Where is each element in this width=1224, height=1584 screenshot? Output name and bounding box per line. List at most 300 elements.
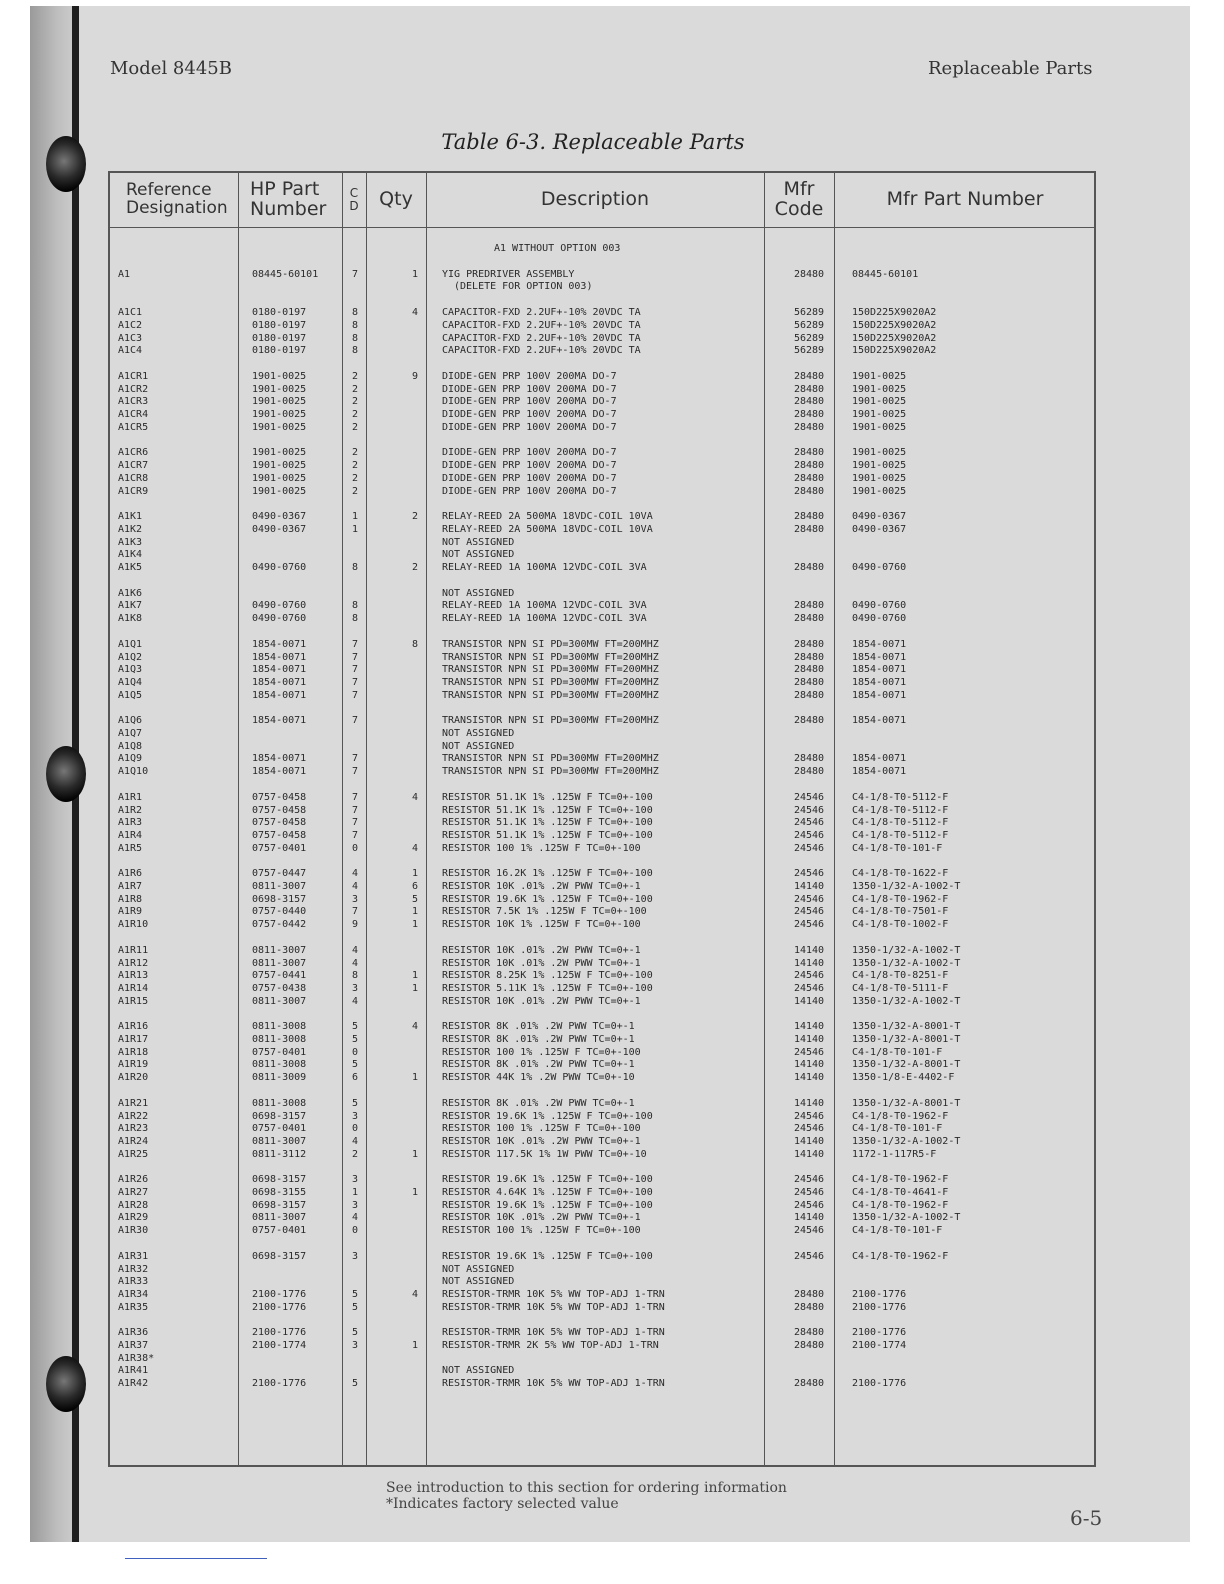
table-row xyxy=(110,983,1094,995)
table-row xyxy=(110,958,1094,970)
table-row xyxy=(110,600,1094,612)
table-row xyxy=(110,970,1094,982)
cell-qty: 4 xyxy=(411,1021,418,1033)
cell-check-digit: 2 xyxy=(352,472,359,484)
cell-hp-part-number: 1901-0025 xyxy=(252,485,307,497)
cell-mfr-code: 28480 xyxy=(793,370,825,382)
cell-mfr-code: 28480 xyxy=(793,651,825,663)
cell-mfr-part-number: C4-1/8-T0-1962-F xyxy=(852,893,949,905)
cell-check-digit: 8 xyxy=(352,332,359,344)
table-row xyxy=(110,817,1094,829)
cell-mfr-part-number: 0490-0760 xyxy=(852,600,907,612)
cell-check-digit: 1 xyxy=(352,1187,359,1198)
cell-reference-designation: A1R13 xyxy=(118,970,149,982)
table-row xyxy=(110,690,1094,702)
table-row xyxy=(110,460,1094,472)
cell-reference-designation: A1R7 xyxy=(118,881,143,892)
table-row xyxy=(110,1034,1094,1046)
cell-hp-part-number: 0757-0447 xyxy=(252,868,307,880)
cell-hp-part-number: 0757-0401 xyxy=(252,1046,307,1058)
cell-mfr-code: 24546 xyxy=(793,906,825,918)
cell-reference-designation: A1R35 xyxy=(118,1301,149,1313)
cell-check-digit: 8 xyxy=(352,970,359,982)
manual-page xyxy=(30,6,1190,1542)
cell-reference-designation: A1K8 xyxy=(118,613,143,625)
table-row xyxy=(110,1047,1094,1059)
cell-reference-designation: A1R18 xyxy=(118,1046,149,1058)
cell-reference-designation: A1R37 xyxy=(118,1340,149,1351)
cell-check-digit: 2 xyxy=(352,485,359,497)
cell-mfr-part-number: 0490-0367 xyxy=(852,511,907,523)
table-row xyxy=(110,677,1094,689)
cell-mfr-part-number: 1172-1-117R5-F xyxy=(852,1148,937,1160)
binder-ring-hole-middle xyxy=(46,746,86,802)
cell-description: RESISTOR 8K .01% .2W PWW TC=0+-1 xyxy=(442,1021,635,1033)
cell-reference-designation: A1R38* xyxy=(118,1352,155,1364)
cell-mfr-part-number: 1350-1/32-A-8001-T xyxy=(852,1021,961,1033)
cell-check-digit: 7 xyxy=(352,766,359,778)
cell-mfr-part-number: C4-1/8-T0-101-F xyxy=(852,1046,943,1058)
cell-mfr-part-number: 2100-1776 xyxy=(852,1301,907,1313)
cell-mfr-part-number: C4-1/8-T0-1962-F xyxy=(852,1174,949,1186)
cell-mfr-code: 24546 xyxy=(793,1199,825,1211)
cell-description: DIODE-GEN PRP 100V 200MA DO-7 xyxy=(442,447,617,459)
cell-check-digit: 7 xyxy=(352,817,359,829)
cell-mfr-code: 28480 xyxy=(793,268,825,280)
cell-hp-part-number: 0757-0458 xyxy=(252,791,307,803)
cell-mfr-part-number: C4-1/8-T0-1002-F xyxy=(852,919,949,931)
cell-description: RESISTOR 19.6K 1% .125W F TC=0+-100 xyxy=(442,1199,653,1211)
ordering-note: See introduction to this section for ordering information xyxy=(386,1480,787,1496)
cell-mfr-part-number: 0490-0760 xyxy=(852,613,907,625)
cell-qty: 1 xyxy=(411,906,418,918)
cell-hp-part-number: 0811-3007 xyxy=(252,1135,307,1147)
cell-reference-designation: A1Q3 xyxy=(118,664,143,676)
cell-reference-designation: A1Q2 xyxy=(118,651,143,663)
cell-description: YIG PREDRIVER ASSEMBLY xyxy=(442,268,575,280)
cell-mfr-part-number: 1854-0071 xyxy=(852,638,907,650)
cell-mfr-part-number: 1350-1/32-A-1002-T xyxy=(852,881,961,892)
cell-reference-designation: A1R12 xyxy=(118,957,149,969)
cell-mfr-code: 28480 xyxy=(793,638,825,650)
cell-check-digit: 7 xyxy=(352,651,359,663)
cell-mfr-code: 14140 xyxy=(793,1212,825,1224)
cell-check-digit: 1 xyxy=(352,511,359,523)
cell-mfr-code: 28480 xyxy=(793,562,825,573)
cell-mfr-part-number: 0490-0367 xyxy=(852,523,907,535)
cell-hp-part-number: 1901-0025 xyxy=(252,370,307,382)
cell-hp-part-number: 0180-0197 xyxy=(252,307,307,319)
cell-description: RESISTOR-TRMR 10K 5% WW TOP-ADJ 1-TRN xyxy=(442,1378,665,1390)
cell-check-digit: 4 xyxy=(352,944,359,956)
cell-check-digit: 5 xyxy=(352,1059,359,1071)
cell-description: NOT ASSIGNED xyxy=(442,1263,515,1275)
cell-mfr-part-number: 1350-1/8-E-4402-F xyxy=(852,1072,955,1084)
cell-reference-designation: A1K4 xyxy=(118,549,143,561)
table-row xyxy=(110,996,1094,1008)
table-row xyxy=(110,1174,1094,1186)
cell-check-digit: 2 xyxy=(352,383,359,395)
cell-mfr-code: 28480 xyxy=(793,689,825,701)
table-row xyxy=(110,537,1094,549)
cell-hp-part-number: 1901-0025 xyxy=(252,409,307,420)
cell-qty: 9 xyxy=(411,370,418,382)
cell-description: RESISTOR 5.11K 1% .125W F TC=0+-100 xyxy=(442,982,653,994)
cell-description: (DELETE FOR OPTION 003) xyxy=(454,281,593,293)
cell-mfr-code: 28480 xyxy=(793,421,825,433)
cell-reference-designation: A1C3 xyxy=(118,332,143,344)
cell-mfr-code: 28480 xyxy=(793,766,825,778)
cell-reference-designation: A1Q10 xyxy=(118,766,149,778)
cell-mfr-code: 28480 xyxy=(793,447,825,459)
cell-hp-part-number: 1854-0071 xyxy=(252,689,307,701)
cell-reference-designation: A1R23 xyxy=(118,1123,149,1135)
cell-check-digit: 5 xyxy=(352,1288,359,1300)
cell-mfr-part-number: C4-1/8-T0-7501-F xyxy=(852,906,949,918)
column-header-qty: Qty xyxy=(379,188,413,211)
cell-hp-part-number: 08445-60101 xyxy=(252,268,319,280)
cell-mfr-code: 56289 xyxy=(793,319,825,331)
table-row xyxy=(110,549,1094,561)
cell-qty: 6 xyxy=(411,881,418,892)
cell-mfr-code: 24546 xyxy=(793,817,825,829)
cell-description: RELAY-REED 1A 100MA 12VDC-COIL 3VA xyxy=(442,613,647,625)
cell-mfr-code: 24546 xyxy=(793,982,825,994)
cell-mfr-part-number: 1854-0071 xyxy=(852,676,907,688)
column-header-hp-part-number: HP Part Number xyxy=(250,178,327,220)
cell-hp-part-number: 0698-3157 xyxy=(252,1250,307,1262)
cell-mfr-part-number: 1854-0071 xyxy=(852,753,907,765)
cell-mfr-code: 28480 xyxy=(793,1340,825,1351)
binder-ring-hole-bottom xyxy=(46,1356,86,1412)
cell-hp-part-number: 0811-3008 xyxy=(252,1059,307,1071)
cell-mfr-code: 24546 xyxy=(793,791,825,803)
cell-mfr-code: 28480 xyxy=(793,753,825,765)
cell-reference-designation: A1Q5 xyxy=(118,689,143,701)
header-divider xyxy=(110,227,1094,228)
cell-mfr-part-number: 1350-1/32-A-1002-T xyxy=(852,1212,961,1224)
cell-mfr-code: 24546 xyxy=(793,1174,825,1186)
cell-qty: 4 xyxy=(411,1288,418,1300)
cell-mfr-part-number: 150D225X9020A2 xyxy=(852,307,937,319)
cell-description: RESISTOR 100 1% .125W F TC=0+-100 xyxy=(442,842,641,854)
cell-check-digit: 7 xyxy=(352,715,359,727)
cell-hp-part-number: 1854-0071 xyxy=(252,753,307,765)
cell-hp-part-number: 0757-0401 xyxy=(252,842,307,854)
cell-hp-part-number: 1854-0071 xyxy=(252,715,307,727)
cell-description: RESISTOR 19.6K 1% .125W F TC=0+-100 xyxy=(442,1110,653,1122)
cell-mfr-code: 28480 xyxy=(793,1327,825,1339)
cell-hp-part-number: 0698-3157 xyxy=(252,893,307,905)
cell-reference-designation: A1R5 xyxy=(118,842,143,854)
table-row xyxy=(110,333,1094,345)
cell-check-digit: 3 xyxy=(352,1110,359,1122)
cell-reference-designation: A1R8 xyxy=(118,893,143,905)
cell-reference-designation: A1Q4 xyxy=(118,676,143,688)
cell-reference-designation: A1R20 xyxy=(118,1072,149,1084)
cell-reference-designation: A1R32 xyxy=(118,1263,149,1275)
table-row xyxy=(110,1302,1094,1314)
cell-qty: 1 xyxy=(411,268,418,280)
cell-description: DIODE-GEN PRP 100V 200MA DO-7 xyxy=(442,421,617,433)
cell-description: CAPACITOR-FXD 2.2UF+-10% 20VDC TA xyxy=(442,332,641,344)
cell-mfr-code: 28480 xyxy=(793,396,825,408)
cell-description: NOT ASSIGNED xyxy=(442,740,515,752)
cell-reference-designation: A1R29 xyxy=(118,1212,149,1224)
cell-check-digit: 0 xyxy=(352,1123,359,1135)
cell-check-digit: 7 xyxy=(352,268,359,280)
cell-description: RESISTOR 10K .01% .2W PWW TC=0+-1 xyxy=(442,881,641,892)
cell-mfr-code: 28480 xyxy=(793,460,825,472)
cell-description: RESISTOR-TRMR 2K 5% WW TOP-ADJ 1-TRN xyxy=(442,1340,659,1351)
cell-reference-designation: A1Q9 xyxy=(118,753,143,765)
table-row xyxy=(110,906,1094,918)
cell-mfr-code: 56289 xyxy=(793,307,825,319)
cell-mfr-code: 24546 xyxy=(793,868,825,880)
table-row xyxy=(110,1123,1094,1135)
table-row xyxy=(110,919,1094,931)
cell-reference-designation: A1R1 xyxy=(118,791,143,803)
cell-hp-part-number: 0490-0760 xyxy=(252,613,307,625)
cell-description: RESISTOR 8K .01% .2W PWW TC=0+-1 xyxy=(442,1059,635,1071)
cell-check-digit: 2 xyxy=(352,396,359,408)
cell-reference-designation: A1R36 xyxy=(118,1327,149,1339)
cell-mfr-part-number: 1350-1/32-A-8001-T xyxy=(852,1097,961,1109)
cell-reference-designation: A1K7 xyxy=(118,600,143,612)
cell-qty: 1 xyxy=(411,919,418,931)
cell-check-digit: 7 xyxy=(352,829,359,841)
cell-mfr-part-number: 1350-1/32-A-8001-T xyxy=(852,1059,961,1071)
cell-mfr-code: 28480 xyxy=(793,715,825,727)
cell-hp-part-number: 1854-0071 xyxy=(252,676,307,688)
cell-mfr-code: 28480 xyxy=(793,523,825,535)
table-row xyxy=(110,409,1094,421)
cell-mfr-part-number: 1901-0025 xyxy=(852,421,907,433)
cell-reference-designation: A1R6 xyxy=(118,868,143,880)
cell-description: RESISTOR-TRMR 10K 5% WW TOP-ADJ 1-TRN xyxy=(442,1288,665,1300)
table-row xyxy=(110,1021,1094,1033)
cell-check-digit: 4 xyxy=(352,1212,359,1224)
cell-reference-designation: A1R21 xyxy=(118,1097,149,1109)
cell-mfr-code: 28480 xyxy=(793,472,825,484)
cell-hp-part-number: 2100-1776 xyxy=(252,1288,307,1300)
cell-mfr-part-number: 1854-0071 xyxy=(852,689,907,701)
table-row xyxy=(110,728,1094,740)
table-row xyxy=(110,753,1094,765)
cell-reference-designation: A1R27 xyxy=(118,1187,149,1198)
cell-description: RESISTOR 100 1% .125W F TC=0+-100 xyxy=(442,1046,641,1058)
cell-description: RESISTOR 10K .01% .2W PWW TC=0+-1 xyxy=(442,1212,641,1224)
cell-check-digit: 8 xyxy=(352,345,359,357)
cell-reference-designation: A1CR9 xyxy=(118,485,149,497)
cell-check-digit: 4 xyxy=(352,1135,359,1147)
cell-check-digit: 8 xyxy=(352,562,359,573)
table-row xyxy=(110,664,1094,676)
cell-hp-part-number: 0490-0367 xyxy=(252,523,307,535)
cell-mfr-part-number: 1350-1/32-A-1002-T xyxy=(852,944,961,956)
cell-check-digit: 5 xyxy=(352,1378,359,1390)
cell-mfr-code: 28480 xyxy=(793,613,825,625)
cell-mfr-part-number: 1901-0025 xyxy=(852,396,907,408)
cell-reference-designation: A1R11 xyxy=(118,944,149,956)
cell-mfr-code: 24546 xyxy=(793,842,825,854)
cell-mfr-part-number: 1901-0025 xyxy=(852,409,907,420)
cell-hp-part-number: 0757-0458 xyxy=(252,804,307,816)
cell-mfr-code: 28480 xyxy=(793,1301,825,1313)
cell-mfr-code: 24546 xyxy=(793,893,825,905)
table-row xyxy=(110,766,1094,778)
cell-mfr-code: 56289 xyxy=(793,332,825,344)
cell-description: DIODE-GEN PRP 100V 200MA DO-7 xyxy=(442,485,617,497)
cell-hp-part-number: 0490-0760 xyxy=(252,600,307,612)
cell-hp-part-number: 0811-3007 xyxy=(252,957,307,969)
cell-mfr-part-number: 1854-0071 xyxy=(852,766,907,778)
cell-mfr-code: 28480 xyxy=(793,1378,825,1390)
cell-check-digit: 4 xyxy=(352,995,359,1007)
cell-hp-part-number: 0757-0442 xyxy=(252,919,307,931)
cell-mfr-code: 14140 xyxy=(793,1135,825,1147)
cell-reference-designation: A1R2 xyxy=(118,804,143,816)
cell-check-digit: 2 xyxy=(352,370,359,382)
cell-mfr-code: 24546 xyxy=(793,919,825,931)
cell-description: NOT ASSIGNED xyxy=(442,587,515,599)
table-row xyxy=(110,243,1094,255)
cell-description: RESISTOR 10K 1% .125W F TC=0+-100 xyxy=(442,919,641,931)
cell-hp-part-number: 0811-3112 xyxy=(252,1148,307,1160)
table-row xyxy=(110,945,1094,957)
table-row xyxy=(110,473,1094,485)
cell-check-digit: 5 xyxy=(352,1097,359,1109)
cell-description: RELAY-REED 2A 500MA 18VDC-COIL 10VA xyxy=(442,523,653,535)
cell-reference-designation: A1R30 xyxy=(118,1225,149,1237)
table-row xyxy=(110,396,1094,408)
cell-qty: 2 xyxy=(411,562,418,573)
cell-reference-designation: A1R16 xyxy=(118,1021,149,1033)
cell-mfr-part-number: C4-1/8-T0-5112-F xyxy=(852,817,949,829)
table-row xyxy=(110,715,1094,727)
cell-mfr-part-number: 1350-1/32-A-1002-T xyxy=(852,995,961,1007)
cell-check-digit: 3 xyxy=(352,1174,359,1186)
cell-mfr-code: 28480 xyxy=(793,664,825,676)
cell-reference-designation: A1 xyxy=(118,268,131,280)
cell-mfr-part-number: 150D225X9020A2 xyxy=(852,319,937,331)
cell-mfr-part-number: C4-1/8-T0-101-F xyxy=(852,842,943,854)
cell-reference-designation: A1R28 xyxy=(118,1199,149,1211)
cell-description: TRANSISTOR NPN SI PD=300MW FT=200MHZ xyxy=(442,676,659,688)
cell-mfr-code: 24546 xyxy=(793,804,825,816)
cell-reference-designation: A1CR2 xyxy=(118,383,149,395)
table-row xyxy=(110,1365,1094,1377)
cell-description: RESISTOR 19.6K 1% .125W F TC=0+-100 xyxy=(442,893,653,905)
cell-check-digit: 7 xyxy=(352,689,359,701)
cell-description: RESISTOR 10K .01% .2W PWW TC=0+-1 xyxy=(442,1135,641,1147)
cell-qty: 4 xyxy=(411,791,418,803)
cell-description: DIODE-GEN PRP 100V 200MA DO-7 xyxy=(442,396,617,408)
cell-reference-designation: A1R33 xyxy=(118,1276,149,1288)
table-row xyxy=(110,1187,1094,1199)
cell-mfr-code: 28480 xyxy=(793,600,825,612)
cell-mfr-part-number: 2100-1774 xyxy=(852,1340,907,1351)
cell-mfr-part-number: 1901-0025 xyxy=(852,472,907,484)
cell-hp-part-number: 1854-0071 xyxy=(252,638,307,650)
cell-hp-part-number: 0811-3007 xyxy=(252,1212,307,1224)
table-row xyxy=(110,447,1094,459)
cell-mfr-code: 24546 xyxy=(793,1046,825,1058)
table-row xyxy=(110,652,1094,664)
cell-check-digit: 8 xyxy=(352,600,359,612)
table-row xyxy=(110,1225,1094,1237)
cell-hp-part-number: 1854-0071 xyxy=(252,651,307,663)
cell-hp-part-number: 1901-0025 xyxy=(252,472,307,484)
table-row xyxy=(110,345,1094,357)
cell-description: RESISTOR 16.2K 1% .125W F TC=0+-100 xyxy=(442,868,653,880)
table-row xyxy=(110,1098,1094,1110)
cell-reference-designation: A1R3 xyxy=(118,817,143,829)
cell-reference-designation: A1K2 xyxy=(118,523,143,535)
cell-mfr-part-number: C4-1/8-T0-5111-F xyxy=(852,982,949,994)
cell-mfr-code: 28480 xyxy=(793,485,825,497)
cell-mfr-code: 24546 xyxy=(793,1250,825,1262)
cell-qty: 1 xyxy=(411,970,418,982)
column-header-mfr-part-number: Mfr Part Number xyxy=(886,188,1044,211)
cell-description: RELAY-REED 1A 100MA 12VDC-COIL 3VA xyxy=(442,600,647,612)
cell-mfr-code: 14140 xyxy=(793,1072,825,1084)
cell-mfr-part-number: 2100-1776 xyxy=(852,1327,907,1339)
cell-mfr-part-number: 1901-0025 xyxy=(852,460,907,472)
cell-reference-designation: A1R4 xyxy=(118,829,143,841)
cell-reference-designation: A1R9 xyxy=(118,906,143,918)
cell-mfr-code: 14140 xyxy=(793,944,825,956)
page-number: 6-5 xyxy=(1070,1506,1103,1530)
cell-description: NOT ASSIGNED xyxy=(442,1365,515,1377)
cell-hp-part-number: 0811-3008 xyxy=(252,1097,307,1109)
cell-hp-part-number: 0811-3007 xyxy=(252,995,307,1007)
cell-mfr-part-number: C4-1/8-T0-5112-F xyxy=(852,829,949,841)
cell-hp-part-number: 1901-0025 xyxy=(252,447,307,459)
cell-check-digit: 3 xyxy=(352,1340,359,1351)
cell-reference-designation: A1R19 xyxy=(118,1059,149,1071)
cell-hp-part-number: 0757-0401 xyxy=(252,1225,307,1237)
column-header-reference-designation: Reference Designation xyxy=(126,180,228,218)
cell-mfr-part-number: C4-1/8-T0-1622-F xyxy=(852,868,949,880)
cell-description: DIODE-GEN PRP 100V 200MA DO-7 xyxy=(442,472,617,484)
section-header: Replaceable Parts xyxy=(928,58,1093,79)
cell-reference-designation: A1CR3 xyxy=(118,396,149,408)
cell-description: RESISTOR 100 1% .125W F TC=0+-100 xyxy=(442,1123,641,1135)
cell-mfr-code: 28480 xyxy=(793,676,825,688)
cell-mfr-part-number: 1854-0071 xyxy=(852,715,907,727)
cell-description: RELAY-REED 1A 100MA 12VDC-COIL 3VA xyxy=(442,562,647,573)
cell-description: RESISTOR 51.1K 1% .125W F TC=0+-100 xyxy=(442,829,653,841)
cell-check-digit: 4 xyxy=(352,957,359,969)
cell-description: RESISTOR 4.64K 1% .125W F TC=0+-100 xyxy=(442,1187,653,1198)
cell-mfr-part-number: C4-1/8-T0-5112-F xyxy=(852,804,949,816)
cell-check-digit: 3 xyxy=(352,1199,359,1211)
table-row xyxy=(110,281,1094,293)
cell-hp-part-number: 1901-0025 xyxy=(252,460,307,472)
cell-check-digit: 7 xyxy=(352,804,359,816)
table-row xyxy=(110,1327,1094,1339)
cell-description: RESISTOR 8.25K 1% .125W F TC=0+-100 xyxy=(442,970,653,982)
cell-mfr-code: 24546 xyxy=(793,1225,825,1237)
table-row xyxy=(110,1136,1094,1148)
cell-reference-designation: A1CR4 xyxy=(118,409,149,420)
cell-reference-designation: A1Q8 xyxy=(118,740,143,752)
cell-description: TRANSISTOR NPN SI PD=300MW FT=200MHZ xyxy=(442,766,659,778)
cell-qty: 2 xyxy=(411,511,418,523)
cell-hp-part-number: 0698-3157 xyxy=(252,1174,307,1186)
cell-description: CAPACITOR-FXD 2.2UF+-10% 20VDC TA xyxy=(442,319,641,331)
